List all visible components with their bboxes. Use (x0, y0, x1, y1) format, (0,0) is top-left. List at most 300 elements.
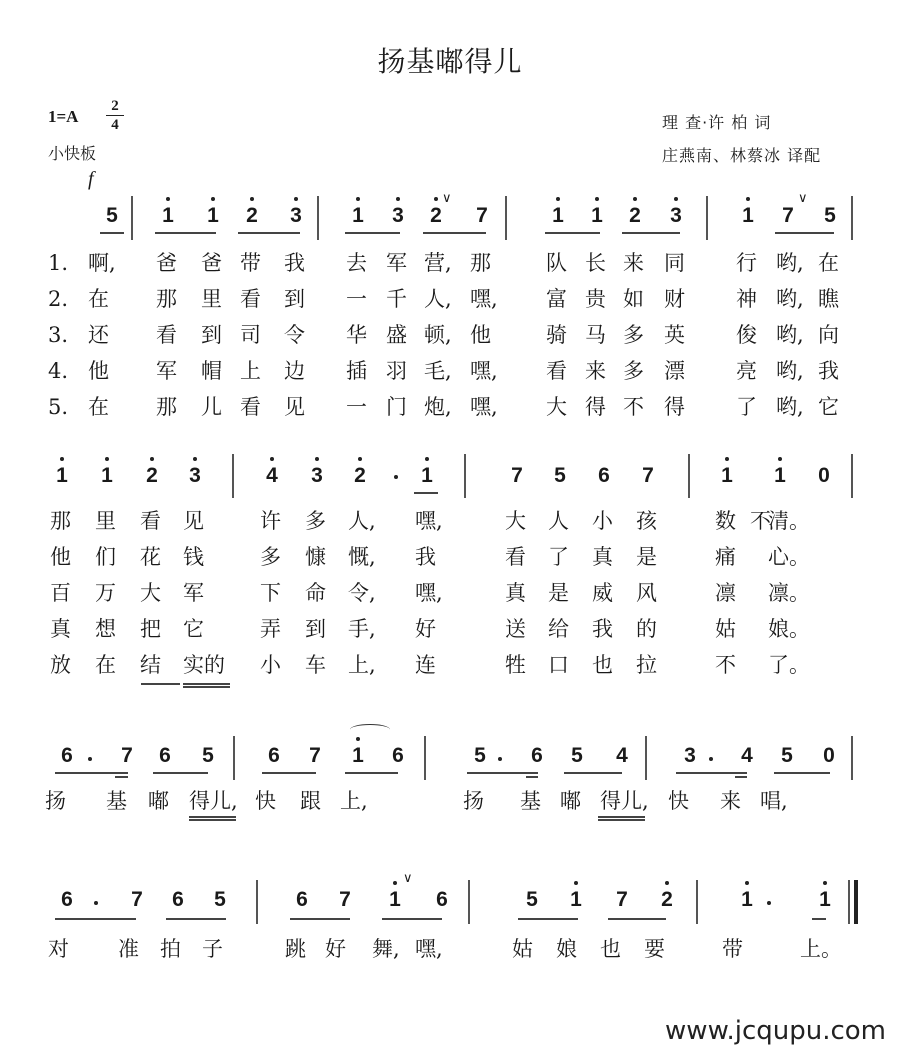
breath-mark: ∨ (403, 870, 413, 885)
jianpu-note: 2 (655, 888, 679, 912)
key-signature: 1=A (48, 107, 79, 126)
lyric-char: 看 (240, 287, 261, 311)
lyric-char: 得儿, (189, 789, 238, 813)
jianpu-note: 1 (813, 888, 837, 912)
lyric-char: 唱, (760, 789, 788, 813)
lyric-char: 数 (715, 509, 736, 533)
beam-underline (189, 819, 236, 821)
lyric-char: 弄 (260, 617, 281, 641)
site-watermark: www.jcqupu.com (665, 1016, 886, 1046)
barline (851, 454, 853, 498)
high-octave-dot (211, 197, 215, 201)
lyric-char: 许 (260, 509, 281, 533)
lyric-char: 了 (548, 545, 569, 569)
jianpu-note: 2 (348, 464, 372, 488)
lyric-char: 带 (240, 251, 261, 275)
lyric-char: 它 (818, 395, 839, 419)
high-octave-dot (250, 197, 254, 201)
lyric-char: 想 (95, 617, 116, 641)
lyric-char: 嘿, (415, 937, 443, 961)
beam-underline (622, 232, 680, 234)
lyric-char: 在 (818, 251, 839, 275)
barline (256, 880, 258, 924)
jianpu-note: 7 (642, 464, 654, 487)
jianpu-note: 6 (159, 744, 171, 767)
jianpu-note: 6 (531, 744, 543, 767)
jianpu-note: 1 (715, 464, 739, 488)
high-octave-dot (294, 197, 298, 201)
lyric-char: 边 (284, 359, 305, 383)
lyric-char: 小 (592, 509, 613, 533)
lyric-char: 实的 (183, 653, 225, 677)
jianpu-note: 5 (474, 744, 486, 767)
barline (317, 196, 319, 240)
jianpu-note: 1 (95, 464, 119, 488)
lyric-char: 瞧 (818, 287, 839, 311)
lyric-char: 那 (156, 287, 177, 311)
jianpu-note: 7 (131, 888, 143, 911)
lyric-char: 手, (348, 617, 376, 641)
lyric-char: 千 (386, 287, 407, 311)
system-2 (0, 452, 900, 692)
jianpu-note: 1 (415, 464, 439, 488)
beam-underline (598, 819, 645, 821)
jianpu-note: 7 (309, 744, 321, 767)
lyric-char: 们 (95, 545, 116, 569)
jianpu-note: 1 (546, 204, 570, 228)
lyric-char: 慨, (348, 545, 376, 569)
lyric-char: 也 (600, 937, 621, 961)
lyric-char: 俊 (736, 323, 757, 347)
lyric-char: 骑 (546, 323, 567, 347)
barline (696, 880, 698, 924)
system-1 (0, 190, 900, 426)
beam-underline (115, 776, 128, 778)
barline (848, 880, 850, 924)
lyric-char: 财 (664, 287, 685, 311)
lyric-char: 口 (548, 653, 569, 677)
barline (706, 196, 708, 240)
high-octave-dot (823, 881, 827, 885)
lyric-char: 不 (750, 509, 771, 533)
lyric-char: 上。 (800, 937, 842, 961)
jianpu-note: 1 (768, 464, 792, 488)
augmentation-dot (497, 756, 503, 762)
beam-underline (189, 816, 236, 818)
system-4 (0, 858, 900, 978)
lyric-char: 长 (585, 251, 606, 275)
jianpu-note: 3 (305, 464, 329, 488)
augmentation-dot (93, 900, 99, 906)
jianpu-note: 3 (284, 204, 308, 228)
jianpu-note: 1 (346, 204, 370, 228)
lyric-char: 不 (623, 395, 644, 419)
lyric-char: 也 (592, 653, 613, 677)
lyric-char: 真 (505, 581, 526, 605)
lyric-char: 一 (346, 287, 367, 311)
lyric-char: 小 (260, 653, 281, 677)
lyric-char: 心。 (768, 545, 810, 569)
lyric-char: 英 (664, 323, 685, 347)
lyric-char: 凛 (715, 581, 736, 605)
beam-underline (598, 816, 645, 818)
jianpu-note: 1 (201, 204, 225, 228)
beam-underline (155, 232, 216, 234)
lyric-char: 拉 (636, 653, 657, 677)
jianpu-note: 5 (781, 744, 793, 767)
lyric-char: 贵 (585, 287, 606, 311)
high-octave-dot (778, 457, 782, 461)
jianpu-note: 5 (106, 204, 118, 227)
high-octave-dot (574, 881, 578, 885)
lyric-char: 向 (818, 323, 839, 347)
beam-underline (518, 918, 578, 920)
beam-underline (812, 918, 826, 920)
lyric-char: 快 (255, 789, 276, 813)
lyric-char: 嘿, (415, 581, 443, 605)
beam-underline (735, 776, 747, 778)
beam-underline (414, 492, 438, 494)
beam-underline (238, 232, 300, 234)
verse-number: 4. (48, 359, 69, 383)
lyricist-credit: 理 查·许 柏 词 (662, 113, 772, 132)
lyric-char: 人, (424, 287, 452, 311)
lyric-char: 看 (240, 395, 261, 419)
jianpu-note: 1 (346, 744, 370, 768)
slur-arc (350, 724, 390, 735)
beam-underline (775, 232, 834, 234)
lyric-char: 跳 (285, 937, 306, 961)
lyric-char: 姑 (715, 617, 736, 641)
high-octave-dot (745, 881, 749, 885)
lyric-char: 舞, (372, 937, 400, 961)
lyric-char: 下 (260, 581, 281, 605)
lyric-char: 看 (546, 359, 567, 383)
lyric-char: 了 (736, 395, 757, 419)
beam-underline (141, 683, 180, 685)
augmentation-dot (393, 474, 399, 480)
jianpu-note: 2 (424, 204, 448, 228)
high-octave-dot (725, 457, 729, 461)
lyric-char: 里 (201, 287, 222, 311)
lyric-char: 要 (644, 937, 665, 961)
jianpu-note: 7 (782, 204, 794, 227)
high-octave-dot (150, 457, 154, 461)
jianpu-note: 1 (585, 204, 609, 228)
lyric-char: 好 (415, 617, 436, 641)
lyric-char: 跟 (300, 789, 321, 813)
jianpu-note: 0 (823, 744, 835, 767)
lyric-char: 儿 (201, 395, 222, 419)
lyric-char: 那 (156, 395, 177, 419)
lyric-char: 百 (50, 581, 71, 605)
lyric-char: 营, (424, 251, 452, 275)
lyric-char: 子 (202, 937, 223, 961)
lyric-char: 得 (664, 395, 685, 419)
lyric-char: 得 (585, 395, 606, 419)
lyric-char: 里 (95, 509, 116, 533)
lyric-char: 痛 (715, 545, 736, 569)
time-signature (106, 98, 124, 133)
barline (131, 196, 133, 240)
lyric-char: 好 (325, 937, 346, 961)
lyric-char: 我 (415, 545, 436, 569)
song-title: 扬基嘟得儿 (377, 45, 523, 78)
beam-underline (608, 918, 666, 920)
lyric-char: 车 (305, 653, 326, 677)
lyric-char: 多 (305, 509, 326, 533)
lyric-char: 扬 (45, 789, 66, 813)
jianpu-note: 5 (824, 204, 836, 227)
lyric-char: 送 (505, 617, 526, 641)
lyric-char: 军 (156, 359, 177, 383)
lyric-char: 大 (546, 395, 567, 419)
jianpu-note: 6 (296, 888, 308, 911)
augmentation-dot (766, 900, 772, 906)
lyric-char: 是 (636, 545, 657, 569)
barline (464, 454, 466, 498)
beam-underline (262, 772, 316, 774)
high-octave-dot (396, 197, 400, 201)
high-octave-dot (358, 457, 362, 461)
beam-underline (545, 232, 600, 234)
barline (645, 736, 647, 780)
lyric-char: 嘿, (470, 395, 498, 419)
beam-underline (183, 686, 230, 688)
lyric-char: 准 (118, 937, 139, 961)
lyric-char: 嘿, (470, 359, 498, 383)
system-3 (0, 708, 900, 828)
lyric-char: 哟, (776, 359, 804, 383)
jianpu-note: 2 (623, 204, 647, 228)
lyric-char: 哟, (776, 251, 804, 275)
augmentation-dot (708, 756, 714, 762)
jianpu-note: 2 (140, 464, 164, 488)
lyric-char: 上 (240, 359, 261, 383)
high-octave-dot (105, 457, 109, 461)
lyric-char: 来 (720, 789, 741, 813)
lyric-char: 军 (183, 581, 204, 605)
verse-number: 1. (48, 251, 69, 275)
high-octave-dot (674, 197, 678, 201)
breath-mark: ∨ (798, 190, 808, 205)
lyric-char: 那 (50, 509, 71, 533)
lyric-char: 爸 (156, 251, 177, 275)
barline (851, 736, 853, 780)
jianpu-note: 4 (616, 744, 628, 767)
lyric-char: 军 (386, 251, 407, 275)
lyric-char: 我 (284, 251, 305, 275)
lyric-char: 嘿, (470, 287, 498, 311)
lyric-char: 哟, (776, 323, 804, 347)
barline (424, 736, 426, 780)
high-octave-dot (746, 197, 750, 201)
lyric-char: 嘿, (415, 509, 443, 533)
lyric-char: 看 (140, 509, 161, 533)
time-signature-line (106, 115, 124, 116)
jianpu-note: 5 (214, 888, 226, 911)
lyric-char: 连 (415, 653, 436, 677)
lyric-char: 人 (548, 509, 569, 533)
lyric-char: 看 (505, 545, 526, 569)
beam-underline (526, 776, 538, 778)
barline (688, 454, 690, 498)
lyric-char: 基 (520, 789, 541, 813)
lyric-char: 它 (183, 617, 204, 641)
lyric-char: 司 (240, 323, 261, 347)
jianpu-note: 1 (50, 464, 74, 488)
lyric-char: 慷 (305, 545, 326, 569)
jianpu-note: 7 (121, 744, 133, 767)
lyric-char: 他 (88, 359, 109, 383)
lyric-char: 插 (346, 359, 367, 383)
barline (851, 196, 853, 240)
jianpu-note: 6 (268, 744, 280, 767)
lyric-char: 令, (348, 581, 376, 605)
lyric-char: 一 (346, 395, 367, 419)
lyric-char: 他 (470, 323, 491, 347)
lyric-char: 来 (623, 251, 644, 275)
lyric-char: 帽 (201, 359, 222, 383)
lyric-char: 毛, (424, 359, 452, 383)
lyric-char: 来 (585, 359, 606, 383)
lyric-char: 啊, (88, 251, 116, 275)
lyric-char: 他 (50, 545, 71, 569)
lyric-char: 到 (284, 287, 305, 311)
beam-underline (153, 772, 208, 774)
beam-underline (467, 772, 538, 774)
jianpu-note: 1 (564, 888, 588, 912)
lyric-char: 拍 (160, 937, 181, 961)
lyric-char: 哟, (776, 287, 804, 311)
high-octave-dot (556, 197, 560, 201)
lyric-char: 多 (623, 323, 644, 347)
dynamic-marking: f (88, 168, 94, 190)
jianpu-note: 3 (183, 464, 207, 488)
lyric-char: 嘟 (560, 789, 581, 813)
beam-underline (774, 772, 830, 774)
high-octave-dot (193, 457, 197, 461)
jianpu-note: 1 (156, 204, 180, 228)
lyric-char: 娘。 (768, 617, 810, 641)
lyric-char: 羽 (386, 359, 407, 383)
high-octave-dot (595, 197, 599, 201)
lyric-char: 炮, (424, 395, 452, 419)
beam-underline (100, 232, 124, 234)
lyric-char: 多 (623, 359, 644, 383)
high-octave-dot (60, 457, 64, 461)
lyric-char: 牲 (505, 653, 526, 677)
jianpu-note: 7 (339, 888, 351, 911)
beam-underline (55, 772, 128, 774)
lyric-char: 见 (183, 509, 204, 533)
barline (233, 736, 235, 780)
lyric-char: 娘 (556, 937, 577, 961)
translator-credit: 庄燕南、林蔡冰 译配 (662, 146, 822, 165)
lyric-char: 得儿, (600, 789, 649, 813)
barline (468, 880, 470, 924)
lyric-char: 行 (736, 251, 757, 275)
final-barline (854, 880, 858, 924)
lyric-char: 是 (548, 581, 569, 605)
lyric-char: 在 (88, 287, 109, 311)
jianpu-note: 3 (386, 204, 410, 228)
jianpu-note: 5 (571, 744, 583, 767)
jianpu-note: 4 (741, 744, 753, 767)
lyric-char: 凛。 (768, 581, 810, 605)
lyric-char: 姑 (512, 937, 533, 961)
high-octave-dot (356, 737, 360, 741)
jianpu-note: 6 (61, 744, 73, 767)
lyric-char: 在 (88, 395, 109, 419)
lyric-char: 风 (636, 581, 657, 605)
jianpu-note: 7 (476, 204, 488, 227)
high-octave-dot (633, 197, 637, 201)
barline (232, 454, 234, 498)
lyric-char: 上, (340, 789, 368, 813)
jianpu-note: 3 (664, 204, 688, 228)
jianpu-note: 6 (392, 744, 404, 767)
high-octave-dot (425, 457, 429, 461)
time-signature-top: 2 (111, 98, 119, 114)
beam-underline (290, 918, 350, 920)
barline (505, 196, 507, 240)
lyric-char: 顿, (424, 323, 452, 347)
lyric-char: 把 (140, 617, 161, 641)
lyric-char: 嘟 (148, 789, 169, 813)
high-octave-dot (270, 457, 274, 461)
lyric-char: 爸 (201, 251, 222, 275)
lyric-char: 扬 (463, 789, 484, 813)
lyric-char: 那 (470, 251, 491, 275)
augmentation-dot (87, 756, 93, 762)
beam-underline (423, 232, 486, 234)
lyric-char: 神 (736, 287, 757, 311)
jianpu-note: 1 (383, 888, 407, 912)
beam-underline (183, 683, 230, 685)
beam-underline (345, 232, 400, 234)
lyric-char: 队 (546, 251, 567, 275)
lyric-char: 去 (346, 251, 367, 275)
jianpu-note: 1 (735, 888, 759, 912)
high-octave-dot (393, 881, 397, 885)
beam-underline (166, 918, 226, 920)
lyric-char: 哟, (776, 395, 804, 419)
lyric-char: 人, (348, 509, 376, 533)
lyric-char: 富 (546, 287, 567, 311)
lyric-char: 对 (48, 937, 69, 961)
jianpu-note: 6 (436, 888, 448, 911)
breath-mark: ∨ (442, 190, 452, 205)
lyric-char: 给 (548, 617, 569, 641)
jianpu-note: 5 (202, 744, 214, 767)
jianpu-note: 3 (684, 744, 696, 767)
jianpu-note: 7 (616, 888, 628, 911)
tempo-marking: 小快板 (48, 144, 97, 163)
lyric-char: 马 (585, 323, 606, 347)
lyric-char: 看 (156, 323, 177, 347)
lyric-char: 到 (201, 323, 222, 347)
lyric-char: 花 (140, 545, 161, 569)
lyric-char: 在 (95, 653, 116, 677)
lyric-char: 真 (592, 545, 613, 569)
lyric-char: 不 (715, 653, 736, 677)
high-octave-dot (434, 197, 438, 201)
lyric-char: 见 (284, 395, 305, 419)
lyric-char: 上, (348, 653, 376, 677)
lyric-char: 同 (664, 251, 685, 275)
jianpu-note: 0 (818, 464, 830, 487)
